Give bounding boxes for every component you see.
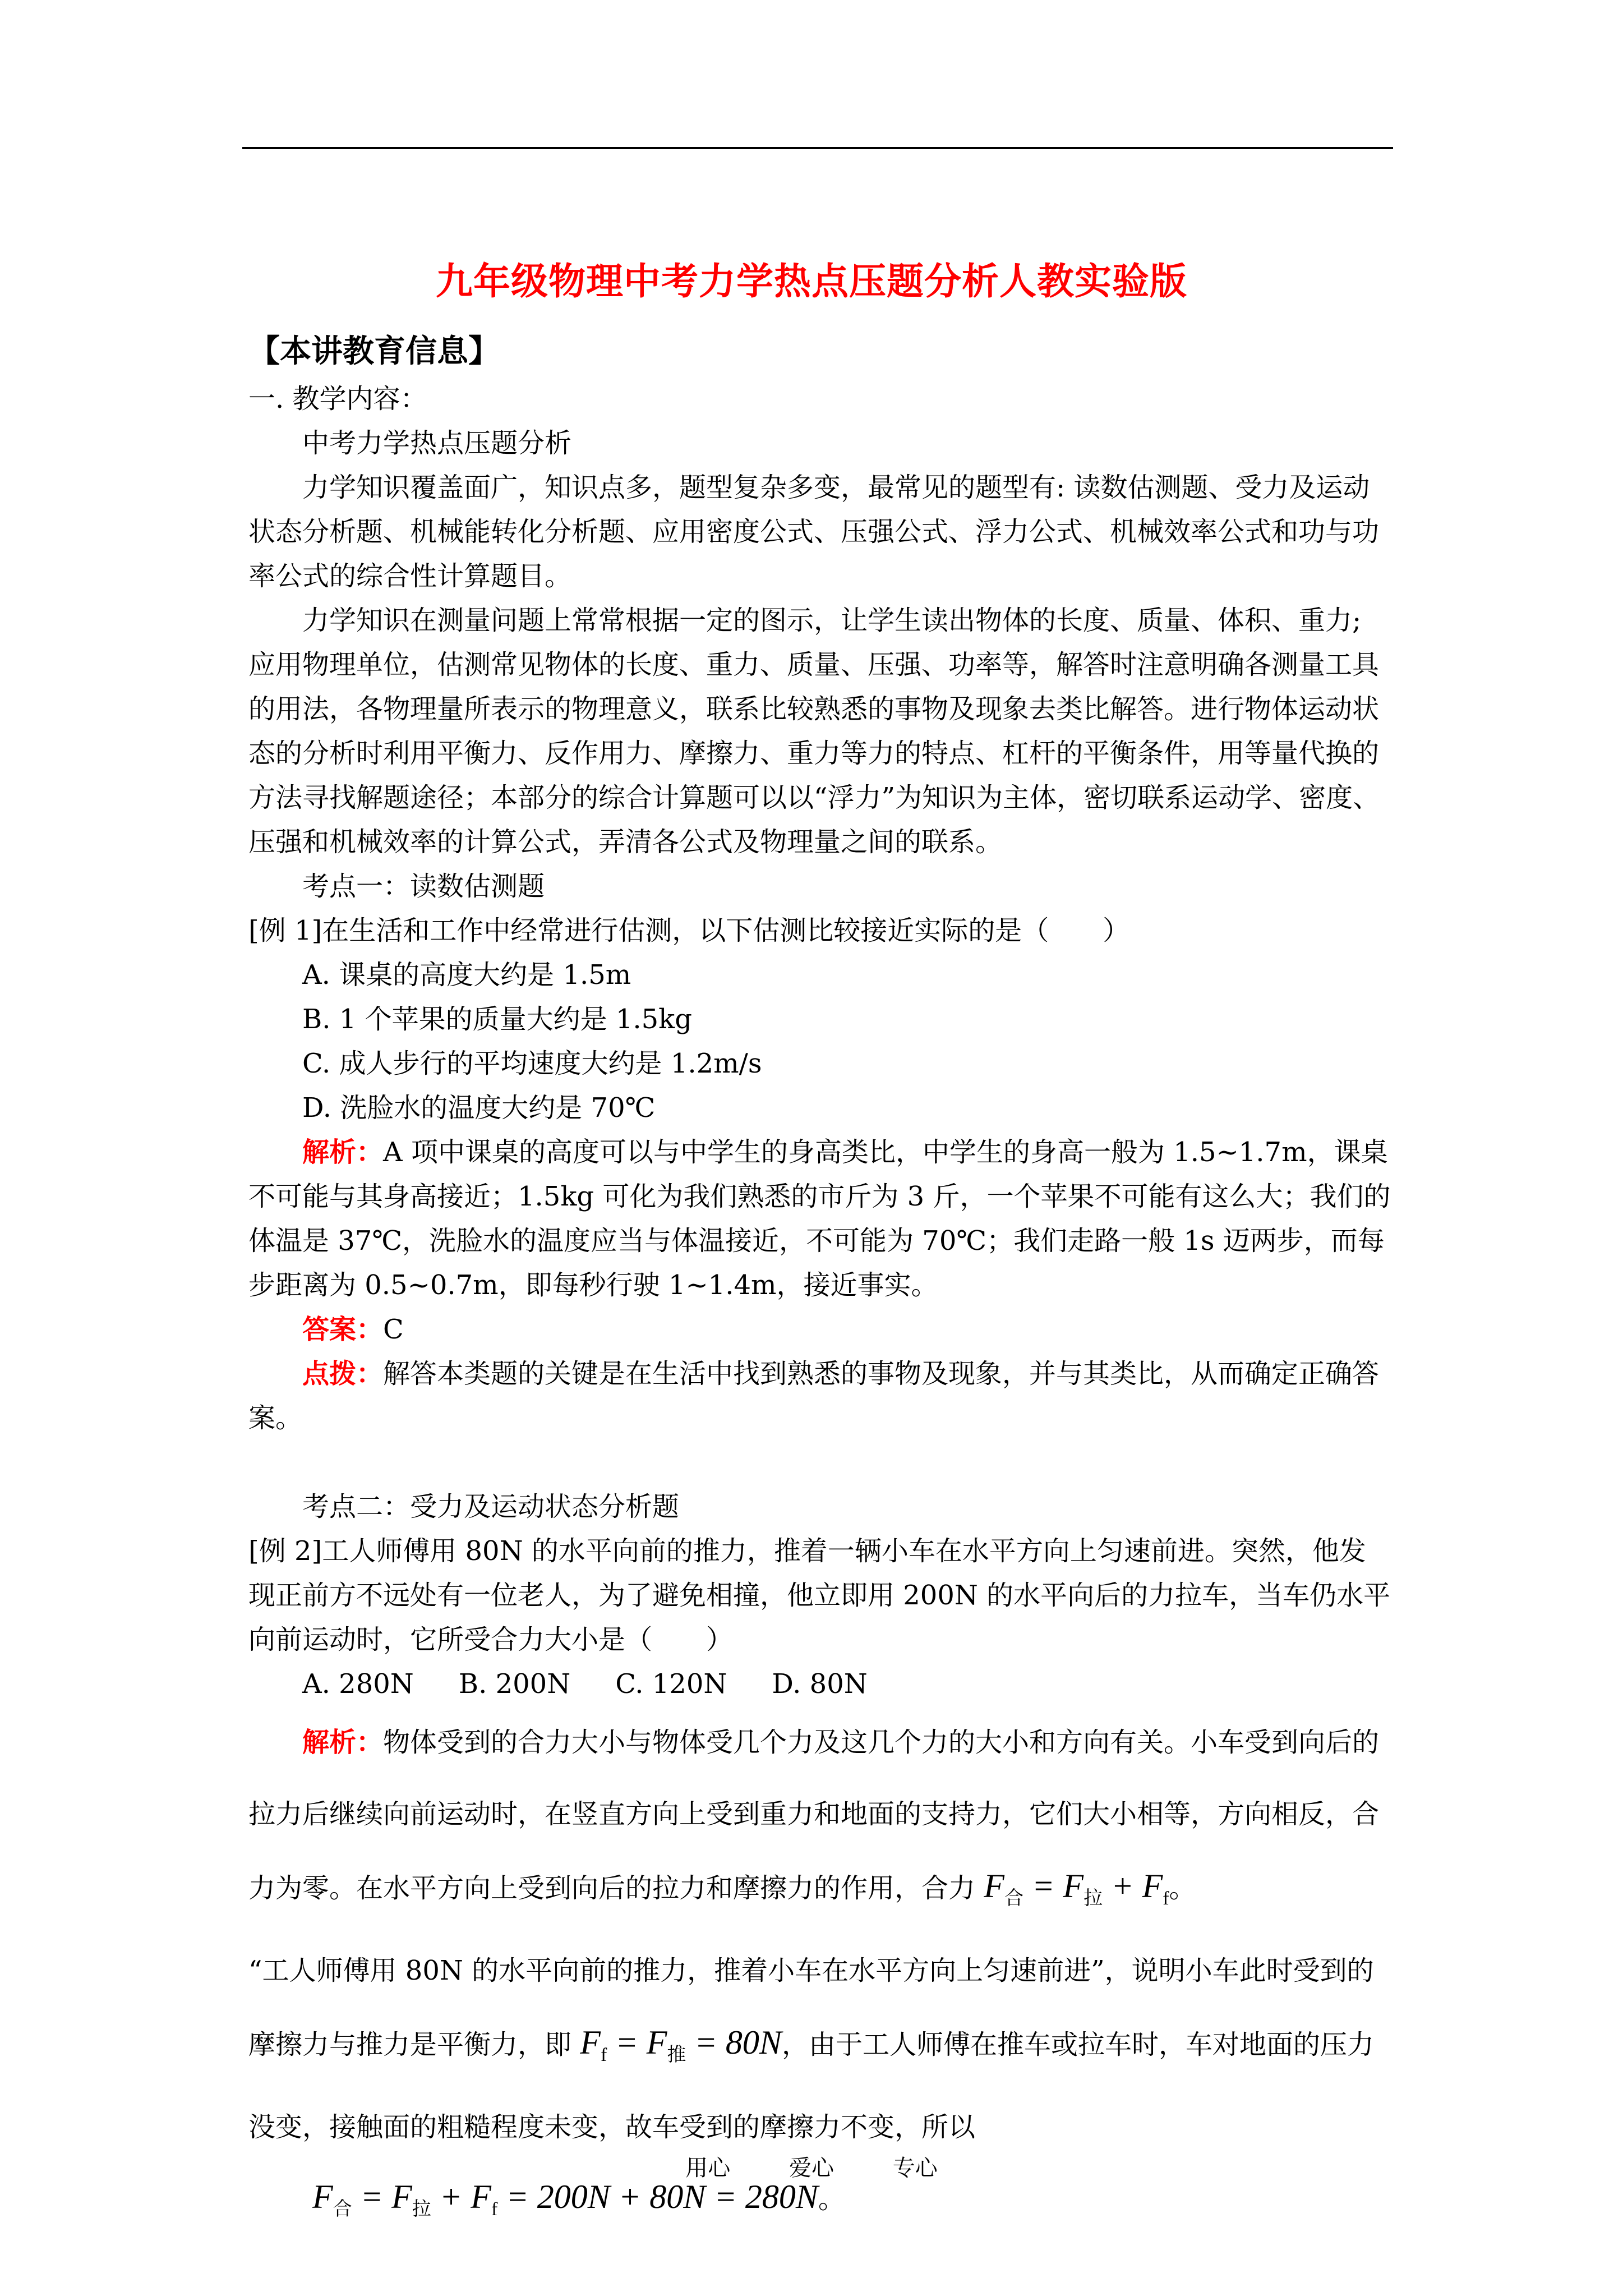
example2-option-c: C. 120N — [615, 1668, 727, 1700]
formula-result: $F_合 = F_拉 + F_f = 200N + 80N = 280N$ — [312, 2178, 818, 2220]
footer-item: 用心 — [685, 2155, 731, 2181]
spacer — [248, 1441, 1393, 1485]
content-label: 一. 教学内容： — [248, 383, 427, 415]
example2-option-a: A. 280N — [302, 1668, 414, 1700]
intro-paragraph-1: 力学知识覆盖面广，知识点多，题型复杂多变，最常见的题型有: 读数估测题、受力及运动状态分析题、机械能转化分析题、应用密度公式、压强公式、浮力公式、机械效率公式和功与功率公式的综合性计算题目。 — [248, 472, 1380, 592]
analysis-text: ，由于工人师傅在推车或拉车时，车对地面的压力没变，接触面的粗糙程度未变，故车受到的摩擦力不变，所以 — [248, 2029, 1374, 2143]
example2-result: $F_合 = F_拉 + F_f = 200N + 80N = 280N$。 — [312, 2178, 845, 2220]
analysis-label: 解析： — [302, 1137, 384, 1168]
page-footer — [0, 2150, 1623, 2182]
example1-analysis — [248, 1130, 1393, 1308]
example1-option-c: C. 成人步行的平均速度大约是 1.2m/s — [302, 1048, 762, 1079]
example1-tip — [248, 1352, 1393, 1441]
tip-label: 点拨： — [302, 1358, 384, 1389]
example2-analysis-2 — [248, 1935, 1393, 2163]
answer-text: C — [383, 1314, 404, 1345]
example2-option-b: B. 200N — [458, 1668, 571, 1700]
example2-option-d: D. 80N — [772, 1668, 868, 1700]
tip-text: 解答本类题的关键是在生活中找到熟悉的事物及现象，并与其类比，从而确定正确答案。 — [248, 1358, 1380, 1434]
example2-question: [例 2]工人师傅用 80N 的水平向前的推力，推着一辆小车在水平方向上匀速前进。突然，他发现正前方不远处有一位老人，为了避免相撞，他立即用 200N 的水平向后的力拉车，当车仍水平向前运动时，它所受合力大小是（ ） — [248, 1535, 1391, 1655]
formula-friction: $F_f = F_推 = 80N$ — [580, 2024, 782, 2065]
analysis-label: 解析： — [302, 1727, 384, 1758]
example1-option-d: D. 洗脸水的温度大约是 70℃ — [302, 1092, 656, 1124]
example1-option-b: B. 1 个苹果的质量大约是 1.5kg — [302, 1004, 692, 1035]
analysis-text: 物体受到的合力大小与物体受几个力及这几个力的大小和方向有关。小车受到向后的拉力后继续向前运动时，在竖直方向上受到重力和地面的支持力，它们大小相等，方向相反，合力为零。在水平方向上受到向后的拉力和摩擦力的作用，合力 — [248, 1727, 1380, 1904]
header-rule — [242, 147, 1393, 149]
kaodian1-heading: 考点一：读数估测题 — [302, 871, 545, 902]
page-title: 九年级物理中考力学热点压题分析人教实验版 — [436, 259, 1187, 303]
section-header: 【本讲教育信息】 — [248, 333, 500, 370]
intro-paragraph-2: 力学知识在测量问题上常常根据一定的图示，让学生读出物体的长度、质量、体积、重力; 应用物理单位，估测常见物体的长度、重力、质量、压强、功率等，解答时注意明确各测量工具的用法，各物理量所表示的物理意义，联系比较熟悉的事物及现象去类比解答。进行物体运动状态的分析时利用平衡力、反作用力、摩擦力、重力等力的特点、杠杆的平衡条件，用等量代换的方法寻找解题途径；本部分的综合计算题可以以“浮力”为知识为主体，密切联系运动学、密度、压强和机械效率的计算公式，弄清各公式及物理量之间的联系。 — [248, 605, 1380, 858]
topic-line: 中考力学热点压题分析 — [302, 427, 572, 459]
example1-option-a: A. 课桌的高度大约是 1.5m — [302, 959, 631, 991]
example1-question: [例 1]在生活和工作中经常进行估测，以下估测比较接近实际的是（ ） — [248, 915, 1130, 946]
example1-answer — [248, 1308, 1393, 1352]
footer-item: 爱心 — [789, 2155, 834, 2181]
example2-options — [248, 1662, 1393, 1706]
footer-item: 专心 — [892, 2155, 938, 2181]
kaodian2-heading: 考点二：受力及运动状态分析题 — [302, 1491, 680, 1522]
document-body — [248, 325, 1393, 2243]
analysis-text: A 项中课桌的高度可以与中学生的身高类比，中学生的身高一般为 1.5~1.7m，课桌不可能与其身高接近；1.5kg 可化为我们熟悉的市斤为 3 斤，一个苹果不可能有这么大；我们的体温是 37℃，洗脸水的温度应当与体温接近，不可能为 70℃；我们走路一般 1s 迈两步，而每步距离为 0.5~0.7m，即每秒行驶 1~1.4m，接近事实。 — [248, 1137, 1391, 1301]
analysis-text: “工人师傅用 80N 的水平向前的推力，推着小车在水平方向上匀速前进”，说明小车此时受到的摩擦力与推力是平衡力，即 — [248, 1955, 1374, 2060]
example2-analysis-1: 解析：物体受到的合力大小与物体受几个力及这几个力的大小和方向有关。小车受到向后的拉力后继续向前运动时，在竖直方向上受到重力和地面的支持力，它们大小相等，方向相反，合力为零。在水平方向上受到向后的拉力和摩擦力的作用，合力 $F_合 = F_拉 + F_f$。 — [248, 1727, 1380, 1909]
formula-net-force: $F_合 = F_拉 + F_f$ — [984, 1867, 1169, 1909]
answer-label: 答案： — [302, 1314, 384, 1345]
